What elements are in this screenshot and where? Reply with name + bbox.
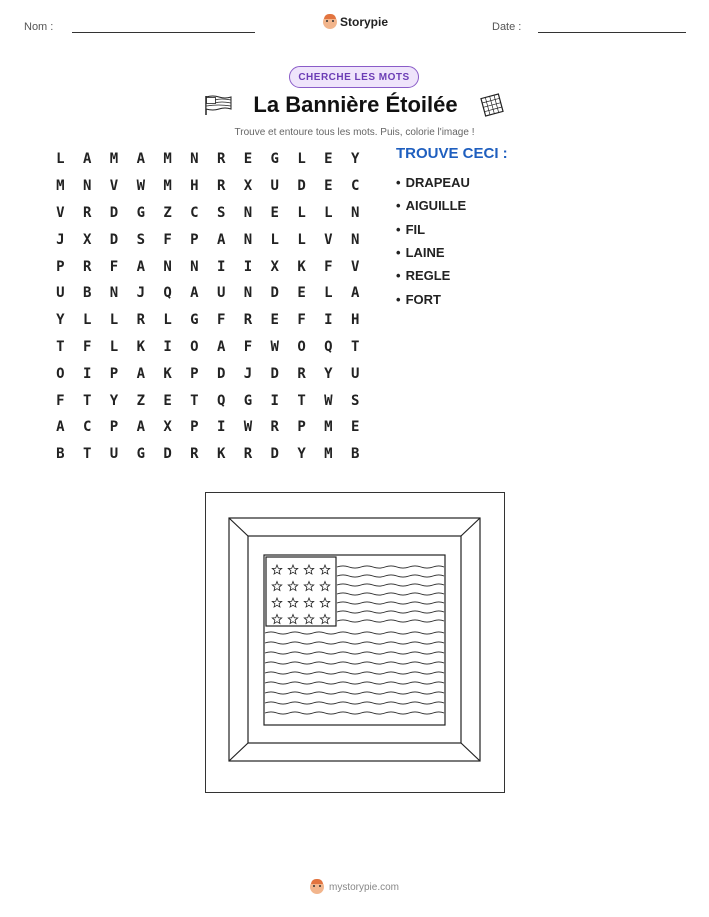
grid-letter[interactable]: K [216, 446, 226, 463]
grid-letter[interactable]: Y [109, 392, 119, 409]
grid-row [47, 280, 369, 307]
grid-letter[interactable]: A [56, 419, 65, 436]
grid-letter[interactable]: J [243, 365, 253, 382]
word-list-item: • FORT [396, 287, 470, 310]
grid-letter[interactable]: A [350, 285, 360, 302]
footer-url: mystorypie.com [328, 881, 399, 893]
word-search-grid [47, 146, 369, 468]
grid-letter[interactable]: L [270, 231, 279, 248]
flag-stripe [265, 652, 444, 654]
grid-letter[interactable]: P [190, 365, 199, 382]
grid-letter[interactable]: I [243, 258, 253, 275]
grid-letter[interactable]: F [82, 338, 92, 355]
grid-row [47, 226, 369, 253]
grid-letter[interactable]: J [136, 285, 145, 302]
grid-letter[interactable]: S [136, 231, 145, 248]
flag-star [288, 598, 298, 607]
flag-star [288, 565, 298, 574]
grid-row [47, 360, 369, 387]
grid-letter[interactable]: Y [350, 151, 360, 168]
word-list-item: • FIL [396, 218, 470, 241]
flag-stripe [337, 575, 444, 577]
grid-letter[interactable]: X [270, 258, 279, 275]
grid-letter[interactable]: M [56, 178, 65, 195]
grid-letter[interactable]: R [82, 204, 92, 221]
grid-letter[interactable]: D [270, 365, 279, 382]
grid-letter[interactable]: E [297, 285, 306, 302]
grid-letter[interactable]: H [190, 178, 199, 195]
grid-letter[interactable]: P [56, 258, 65, 275]
date-label: Date : [492, 21, 522, 33]
grid-letter[interactable]: R [136, 312, 145, 329]
grid-letter[interactable]: L [82, 312, 92, 329]
grid-letter[interactable]: W [270, 338, 279, 355]
flag-star [320, 598, 330, 607]
flag-star [288, 615, 298, 624]
word-list-item: • LAINE [396, 241, 470, 264]
grid-letter[interactable]: N [190, 151, 199, 168]
grid-letter[interactable]: D [270, 446, 279, 463]
grid-letter[interactable]: G [136, 446, 145, 463]
flag-stripe [265, 672, 444, 674]
grid-letter[interactable]: N [350, 204, 360, 221]
storypie-mascot-icon [323, 15, 337, 29]
grid-row [47, 441, 369, 468]
flag-star [304, 598, 314, 607]
grid-letter[interactable]: T [56, 338, 65, 355]
grid-letter[interactable]: Z [136, 392, 145, 409]
flag-star [320, 615, 330, 624]
flag-stripe [337, 584, 444, 586]
grid-letter[interactable]: D [297, 178, 306, 195]
grid-letter[interactable]: A [136, 258, 145, 275]
name-label: Nom : [24, 21, 54, 33]
grid-letter[interactable]: G [136, 204, 145, 221]
flag-star [320, 565, 330, 574]
grid-letter[interactable]: R [243, 446, 253, 463]
grid-letter[interactable]: E [324, 178, 333, 195]
grid-letter[interactable]: D [216, 365, 226, 382]
word-list-title: TROUVE CECI : [396, 145, 508, 162]
grid-letter[interactable]: N [243, 204, 253, 221]
grid-letter[interactable]: L [297, 151, 306, 168]
grid-row [47, 253, 369, 280]
page-title [0, 92, 709, 123]
flag-star [272, 582, 282, 591]
grid-row [47, 173, 369, 200]
flag-star [304, 582, 314, 591]
word-list-item: • AIGUILLE [396, 194, 470, 217]
grid-letter[interactable]: N [243, 231, 253, 248]
flag-stripe [337, 593, 444, 595]
grid-letter[interactable]: V [350, 258, 360, 275]
grid-letter[interactable]: B [82, 285, 92, 302]
grid-letter[interactable]: K [136, 338, 145, 355]
grid-letter[interactable]: I [82, 365, 92, 382]
us-flag-icon [203, 94, 233, 122]
grid-letter[interactable]: F [297, 312, 306, 329]
grid-letter[interactable]: F [56, 392, 65, 409]
grid-letter[interactable]: U [109, 446, 119, 463]
grid-letter[interactable]: A [82, 151, 92, 168]
grid-letter[interactable]: N [109, 285, 119, 302]
grid-letter[interactable]: N [243, 285, 253, 302]
grid-letter[interactable]: L [297, 231, 306, 248]
flag-star [320, 582, 330, 591]
grid-letter[interactable]: H [350, 312, 360, 329]
grid-letter[interactable]: R [297, 365, 306, 382]
grid-letter[interactable]: A [136, 151, 145, 168]
grid-letter[interactable]: P [297, 419, 306, 436]
grid-letter[interactable]: D [109, 204, 119, 221]
instructions: Trouve et entoure tous les mots. Puis, colorie l'image ! [234, 127, 475, 138]
grid-letter[interactable]: E [163, 392, 172, 409]
flag-stripe [337, 566, 444, 568]
grid-letter[interactable]: T [82, 392, 92, 409]
grid-letter[interactable]: T [350, 338, 360, 355]
grid-letter[interactable]: M [324, 419, 333, 436]
grid-letter[interactable]: L [163, 312, 172, 329]
word-list-item: • REGLE [396, 264, 470, 287]
grid-letter[interactable]: M [324, 446, 333, 463]
flag-star [272, 565, 282, 574]
activity-badge: CHERCHE LES MOTS [289, 66, 419, 88]
grid-letter[interactable]: U [350, 365, 360, 382]
grid-letter[interactable]: E [270, 204, 279, 221]
flag-stripe [337, 620, 444, 622]
grid-letter[interactable]: I [324, 312, 333, 329]
grid-letter[interactable]: X [82, 231, 92, 248]
page-title-text: La Bannière Étoilée [253, 92, 458, 117]
grid-row [47, 146, 369, 173]
flag-stripe [265, 632, 444, 634]
grid-letter[interactable]: Y [324, 365, 333, 382]
grid-letter[interactable]: Z [163, 204, 172, 221]
grid-letter[interactable]: D [109, 231, 119, 248]
grid-letter[interactable]: V [56, 204, 65, 221]
grid-letter[interactable]: X [243, 178, 253, 195]
grid-letter[interactable]: J [56, 231, 65, 248]
grid-letter[interactable]: Q [324, 338, 333, 355]
grid-letter[interactable]: N [190, 258, 199, 275]
grid-letter[interactable]: R [82, 258, 92, 275]
grid-letter[interactable]: R [270, 419, 279, 436]
flag-star [304, 565, 314, 574]
grid-letter[interactable]: I [216, 419, 226, 436]
grid-letter[interactable]: A [216, 338, 226, 355]
grid-letter[interactable]: E [324, 151, 333, 168]
grid-letter[interactable]: G [243, 392, 253, 409]
date-line [538, 32, 686, 33]
grid-letter[interactable]: W [324, 392, 333, 409]
grid-letter[interactable]: L [324, 285, 333, 302]
footer [0, 880, 709, 894]
grid-letter[interactable]: T [297, 392, 306, 409]
brand-logo [323, 15, 388, 29]
grid-row [47, 387, 369, 414]
grid-letter[interactable]: K [163, 365, 172, 382]
grid-letter[interactable]: M [163, 151, 172, 168]
grid-letter[interactable]: F [324, 258, 333, 275]
grid-letter[interactable]: U [270, 178, 279, 195]
grid-letter[interactable]: P [109, 365, 119, 382]
grid-letter[interactable]: G [270, 151, 279, 168]
grid-letter[interactable]: F [243, 338, 253, 355]
flag-stripe [265, 712, 444, 714]
grid-letter[interactable]: S [350, 392, 360, 409]
grid-letter[interactable]: T [82, 446, 92, 463]
grid-letter[interactable]: B [350, 446, 360, 463]
flag-stripe [337, 602, 444, 604]
grid-letter[interactable]: D [270, 285, 279, 302]
quilt-icon [478, 93, 506, 123]
brand-name: Storypie [340, 15, 389, 29]
grid-letter[interactable]: I [216, 258, 226, 275]
grid-letter[interactable]: F [109, 258, 119, 275]
grid-letter[interactable]: E [243, 151, 253, 168]
flag-stripe [265, 692, 444, 694]
grid-letter[interactable]: T [190, 392, 199, 409]
framed-flag-illustration [206, 493, 504, 792]
grid-letter[interactable]: N [163, 258, 172, 275]
flag-stripe [265, 642, 444, 644]
grid-letter[interactable]: L [297, 204, 306, 221]
grid-letter[interactable]: R [190, 446, 199, 463]
grid-letter[interactable]: W [243, 419, 253, 436]
grid-letter[interactable]: I [270, 392, 279, 409]
grid-letter[interactable]: R [216, 151, 226, 168]
grid-letter[interactable]: N [82, 178, 92, 195]
grid-letter[interactable]: C [350, 178, 360, 195]
grid-letter[interactable]: L [56, 151, 65, 168]
grid-letter[interactable]: O [297, 338, 306, 355]
grid-row [47, 200, 369, 227]
grid-letter[interactable]: M [163, 178, 172, 195]
grid-letter[interactable]: Q [163, 285, 172, 302]
grid-letter[interactable]: P [109, 419, 119, 436]
word-list [396, 171, 470, 311]
flag-star [304, 615, 314, 624]
grid-letter[interactable]: U [56, 285, 65, 302]
grid-letter[interactable]: K [297, 258, 306, 275]
grid-letter[interactable]: E [270, 312, 279, 329]
grid-letter[interactable]: P [190, 419, 199, 436]
grid-letter[interactable]: B [56, 446, 65, 463]
grid-letter[interactable]: Y [56, 312, 65, 329]
grid-letter[interactable]: R [243, 312, 253, 329]
grid-letter[interactable]: W [136, 178, 145, 195]
grid-letter[interactable]: X [163, 419, 172, 436]
grid-letter[interactable]: A [216, 231, 226, 248]
flag-stripe [265, 682, 444, 684]
grid-letter[interactable]: M [109, 151, 119, 168]
grid-letter[interactable]: P [190, 231, 199, 248]
grid-letter[interactable]: Y [297, 446, 306, 463]
name-line [72, 32, 255, 33]
coloring-picture [205, 492, 505, 793]
flag-star [272, 615, 282, 624]
grid-letter[interactable]: A [136, 365, 145, 382]
grid-letter[interactable]: L [109, 338, 119, 355]
grid-row [47, 307, 369, 334]
grid-letter[interactable]: C [82, 419, 92, 436]
grid-letter[interactable]: L [109, 312, 119, 329]
grid-letter[interactable]: A [136, 419, 145, 436]
grid-letter[interactable]: N [350, 231, 360, 248]
grid-letter[interactable]: A [190, 285, 199, 302]
grid-row [47, 414, 369, 441]
storypie-mascot-icon [310, 880, 324, 894]
grid-letter[interactable]: E [350, 419, 360, 436]
word-list-item: • DRAPEAU [396, 171, 470, 194]
grid-letter[interactable]: L [324, 204, 333, 221]
grid-letter[interactable]: S [216, 204, 226, 221]
grid-letter[interactable]: F [163, 231, 172, 248]
flag-star [272, 598, 282, 607]
flag-star [288, 582, 298, 591]
grid-letter[interactable]: V [324, 231, 333, 248]
grid-letter[interactable]: F [216, 312, 226, 329]
grid-letter[interactable]: D [163, 446, 172, 463]
grid-letter[interactable]: G [190, 312, 199, 329]
grid-letter[interactable]: I [163, 338, 172, 355]
grid-letter[interactable]: O [56, 365, 65, 382]
grid-letter[interactable]: U [216, 285, 226, 302]
grid-letter[interactable]: C [190, 204, 199, 221]
grid-row [47, 334, 369, 361]
flag-stripe [265, 662, 444, 664]
grid-letter[interactable]: V [109, 178, 119, 195]
flag-stripe [265, 702, 444, 704]
grid-letter[interactable]: Q [216, 392, 226, 409]
grid-letter[interactable]: O [190, 338, 199, 355]
flag-stripe [337, 611, 444, 613]
grid-letter[interactable]: R [216, 178, 226, 195]
